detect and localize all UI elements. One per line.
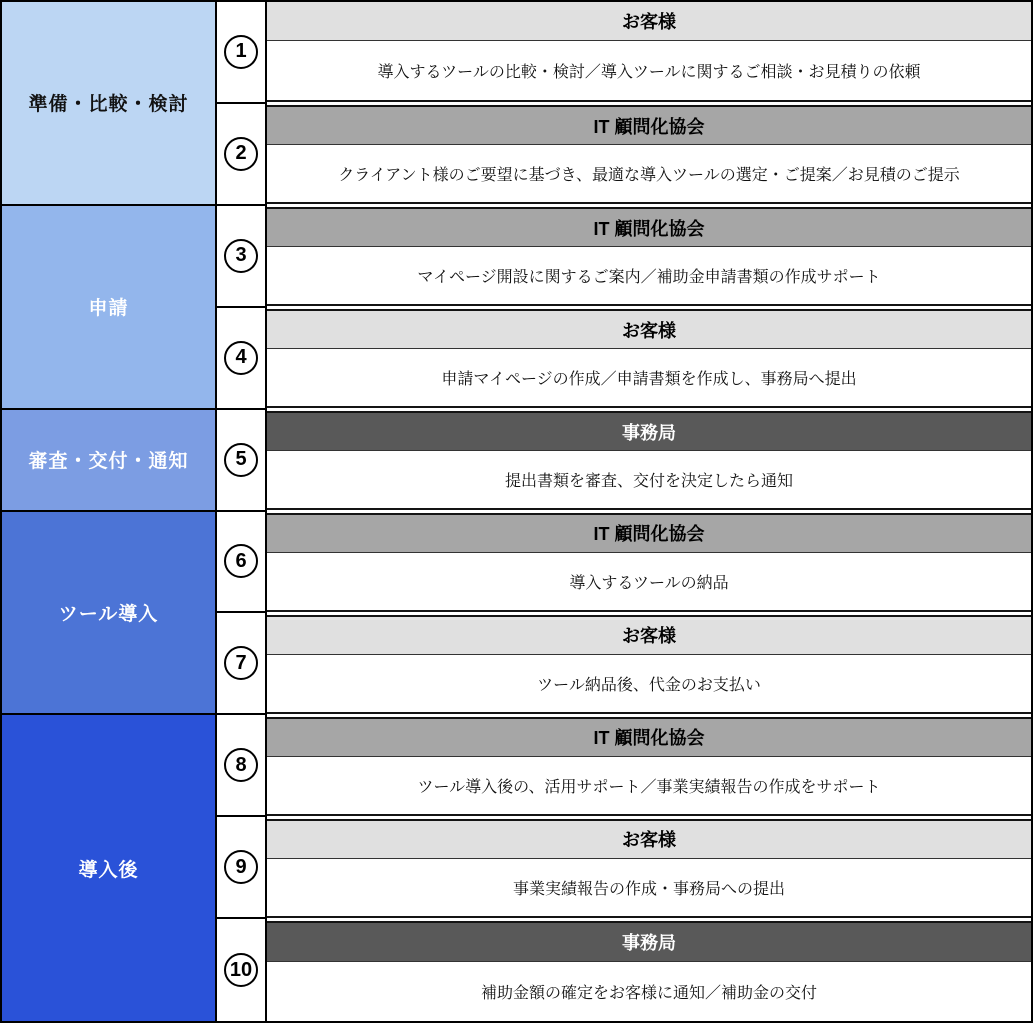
actor-header: お客様: [267, 2, 1031, 41]
step-number-1: [217, 2, 267, 104]
phase-tool-install: ツール導入: [2, 512, 217, 716]
step-description: ツール導入後の、活用サポート／事業実績報告の作成をサポート: [417, 778, 881, 796]
actor-header: お客様: [267, 821, 1031, 859]
step-number-5: [217, 410, 267, 512]
step-description: 事業実績報告の作成・事務局への提出: [512, 880, 785, 898]
actor-header: お客様: [267, 617, 1031, 655]
step-number-9: [217, 817, 267, 919]
step-number-3: [217, 206, 267, 308]
circled-number-icon: 8: [224, 748, 258, 782]
step-description: 導入するツールの納品: [569, 574, 729, 592]
step-number-2: [217, 104, 267, 206]
step-number-4: [217, 308, 267, 410]
circled-number-icon: 7: [224, 646, 258, 680]
phase-examination: 審査・交付・通知: [2, 410, 217, 512]
step-description: クライアント様のご要望に基づき、最適な導入ツールの選定・ご提案／お見積のご提示: [338, 167, 960, 185]
circled-number-icon: 3: [224, 239, 258, 273]
circled-number-icon: 1: [224, 35, 258, 69]
circled-number-icon: 2: [224, 137, 258, 171]
step-description: 提出書類を審査、交付を決定したら通知: [504, 473, 793, 491]
step-number-10: [217, 919, 267, 1021]
circled-number-icon: 5: [224, 443, 258, 477]
actor-header: IT 顧問化協会: [267, 209, 1031, 247]
step-block-8: [267, 715, 1031, 817]
step-number-7: [217, 613, 267, 715]
step-block-4: [267, 308, 1031, 410]
step-description: 導入するツールの比較・検討／導入ツールに関するご相談・お見積りの依頼: [377, 64, 921, 82]
actor-header: 事務局: [267, 923, 1031, 962]
step-block-1: [267, 2, 1031, 104]
phase-preparation: 準備・比較・検討: [2, 2, 217, 206]
actor-header: お客様: [267, 311, 1031, 349]
step-description: 補助金額の確定をお客様に通知／補助金の交付: [480, 984, 817, 1002]
step-block-2: [267, 104, 1031, 206]
step-description: ツール納品後、代金のお支払い: [537, 676, 761, 694]
circled-number-icon: 10: [224, 953, 258, 987]
actor-header: IT 顧問化協会: [267, 515, 1031, 553]
step-block-7: [267, 613, 1031, 715]
actor-header: 事務局: [267, 413, 1031, 451]
step-block-3: [267, 206, 1031, 308]
phase-application: 申請: [2, 206, 217, 410]
step-number-6: [217, 512, 267, 614]
step-block-6: [267, 512, 1031, 614]
step-number-8: [217, 715, 267, 817]
step-block-5: [267, 410, 1031, 512]
circled-number-icon: 6: [224, 544, 258, 578]
step-description: マイページ開設に関するご案内／補助金申請書類の作成サポート: [417, 269, 881, 287]
circled-number-icon: 9: [224, 850, 258, 884]
actor-header: IT 顧問化協会: [267, 107, 1031, 145]
step-description: 申請マイページの作成／申請書類を作成し、事務局へ提出: [441, 371, 857, 389]
step-block-9: [267, 817, 1031, 919]
step-block-10: [267, 919, 1031, 1021]
phase-after-install: 導入後: [2, 715, 217, 1021]
actor-header: IT 顧問化協会: [267, 719, 1031, 757]
circled-number-icon: 4: [224, 341, 258, 375]
